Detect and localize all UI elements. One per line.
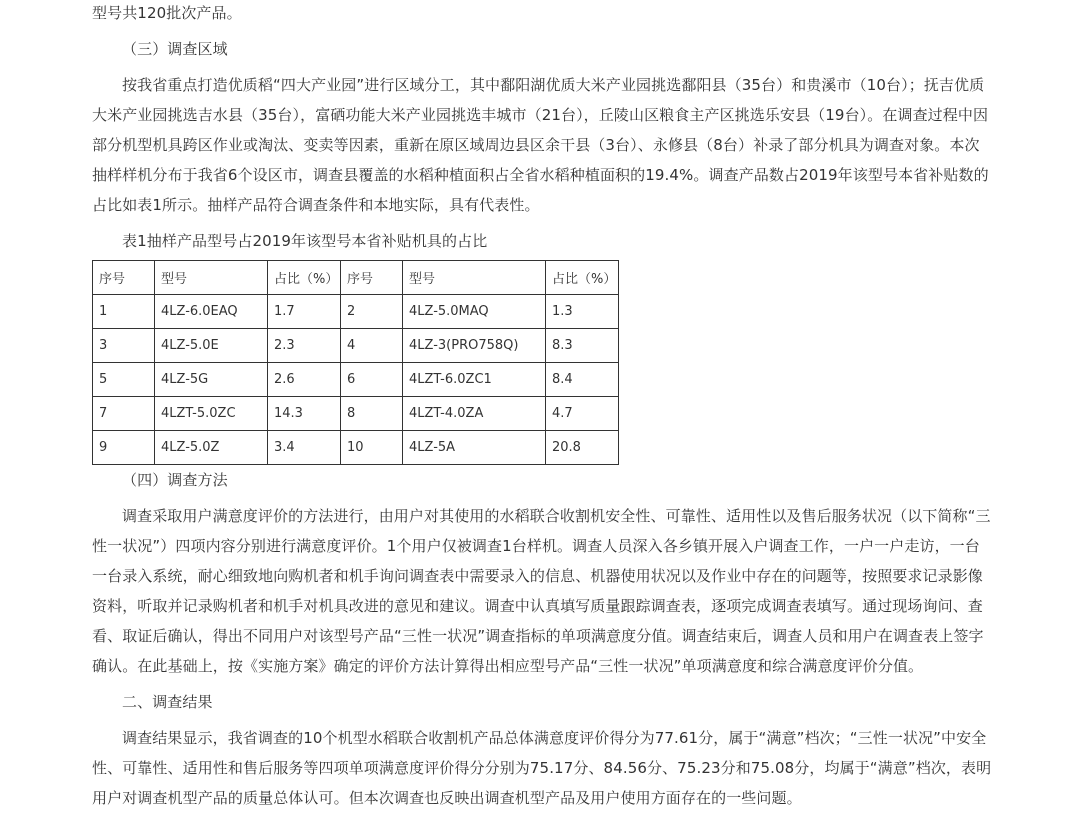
table-cell: 3 <box>93 329 155 363</box>
table-header-cell: 序号 <box>341 261 403 295</box>
table-cell: 4LZ-6.0EAQ <box>155 295 268 329</box>
table-cell: 10 <box>341 431 403 465</box>
table-header-cell: 序号 <box>93 261 155 295</box>
table-cell: 4LZ-5.0MAQ <box>403 295 546 329</box>
table1 <box>92 260 619 465</box>
table-cell: 8.4 <box>546 363 619 397</box>
table-cell: 2.6 <box>268 363 341 397</box>
table-cell: 14.3 <box>268 397 341 431</box>
table-cell: 4LZT-6.0ZC1 <box>403 363 546 397</box>
table-cell: 4LZT-4.0ZA <box>403 397 546 431</box>
table-row <box>93 329 619 363</box>
table-cell: 9 <box>93 431 155 465</box>
table-cell: 4LZ-5.0Z <box>155 431 268 465</box>
table-header-cell: 型号 <box>403 261 546 295</box>
section4-paragraph: 调查采取用户满意度评价的方法进行，由用户对其使用的水稻联合收割机安全性、可靠性、适用性以及售后服务状况（以下简称“三性一状况”）四项内容分别进行满意度评价。1个用户仅被调查1台样机。调查人员深入各乡镇开展入户调查工作，一户一户走访，一台一台录入系统，耐心细致地向购机者和机手询问调查表中需要录入的信息、机器使用状况以及作业中存在的问题等，按照要求记录影像资料，听取并记录购机者和机手对机具改进的意见和建议。调查中认真填写质量跟踪调查表，逐项完成调查表填写。通过现场询问、查看、取证后确认，得出不同用户对该型号产品“三性一状况”调查指标的单项满意度分值。调查结束后，调查人员和用户在调查表上签字确认。在此基础上，按《实施方案》确定的评价方法计算得出相应型号产品“三性一状况”单项满意度和综合满意度评价分值。 <box>92 507 991 675</box>
table-header-cell: 占比（%） <box>546 261 619 295</box>
table-cell: 20.8 <box>546 431 619 465</box>
table-cell: 4LZ-3(PRO758Q) <box>403 329 546 363</box>
table-cell: 8 <box>341 397 403 431</box>
table-cell: 2.3 <box>268 329 341 363</box>
results-paragraph: 调查结果显示，我省调查的10个机型水稻联合收割机产品总体满意度评价得分为77.61分，属于“满意”档次；“三性一状况”中安全性、可靠性、适用性和售后服务等四项单项满意度评价得分分别为75.17分、84.56分、75.23分和75.08分，均属于“满意”档次，表明用户对调查机型产品的质量总体认可。但本次调查也反映出调查机型产品及用户使用方面存在的一些问题。 <box>92 729 992 807</box>
table1-caption: 表1抽样产品型号占2019年该型号本省补贴机具的占比 <box>122 232 488 250</box>
table-cell: 4LZ-5A <box>403 431 546 465</box>
table-row <box>93 431 619 465</box>
section3-paragraph: 按我省重点打造优质稻“四大产业园”进行区域分工，其中鄱阳湖优质大米产业园挑选鄱阳县（35台）和贵溪市（10台）；抚吉优质大米产业园挑选吉水县（35台），富硒功能大米产业园挑选丰城市（21台），丘陵山区粮食主产区挑选乐安县（19台）。在调查过程中因部分机型机具跨区作业或淘汰、变卖等因素，重新在原区域周边县区余干县（3台）、永修县（8台）补录了部分机具为调查对象。本次抽样样机分布于我省6个设区市，调查县覆盖的水稻种植面积占全省水稻种植面积的19.4%。调查产品数占2019年该型号本省补贴数的占比如表1所示。抽样产品符合调查条件和本地实际，具有代表性。 <box>92 76 989 214</box>
document-content <box>92 0 992 813</box>
table-cell: 7 <box>93 397 155 431</box>
table-cell: 4LZT-5.0ZC <box>155 397 268 431</box>
table-header-cell: 型号 <box>155 261 268 295</box>
table-header-cell: 占比（%） <box>268 261 341 295</box>
table-cell: 5 <box>93 363 155 397</box>
table-cell: 3.4 <box>268 431 341 465</box>
table-cell: 8.3 <box>546 329 619 363</box>
results-heading: 二、调查结果 <box>122 693 213 711</box>
table-cell: 4LZ-5G <box>155 363 268 397</box>
table-row <box>93 363 619 397</box>
table-cell: 1.7 <box>268 295 341 329</box>
intro-tail-text: 型号共120批次产品。 <box>92 4 242 22</box>
section4-heading: （四）调查方法 <box>122 471 228 489</box>
table-cell: 6 <box>341 363 403 397</box>
table-cell: 4 <box>341 329 403 363</box>
section3-heading: （三）调查区域 <box>122 40 228 58</box>
table-cell: 2 <box>341 295 403 329</box>
table-header-row <box>93 261 619 295</box>
table-cell: 4.7 <box>546 397 619 431</box>
table-cell: 1 <box>93 295 155 329</box>
table-row <box>93 295 619 329</box>
table-cell: 1.3 <box>546 295 619 329</box>
table-row <box>93 397 619 431</box>
table-cell: 4LZ-5.0E <box>155 329 268 363</box>
